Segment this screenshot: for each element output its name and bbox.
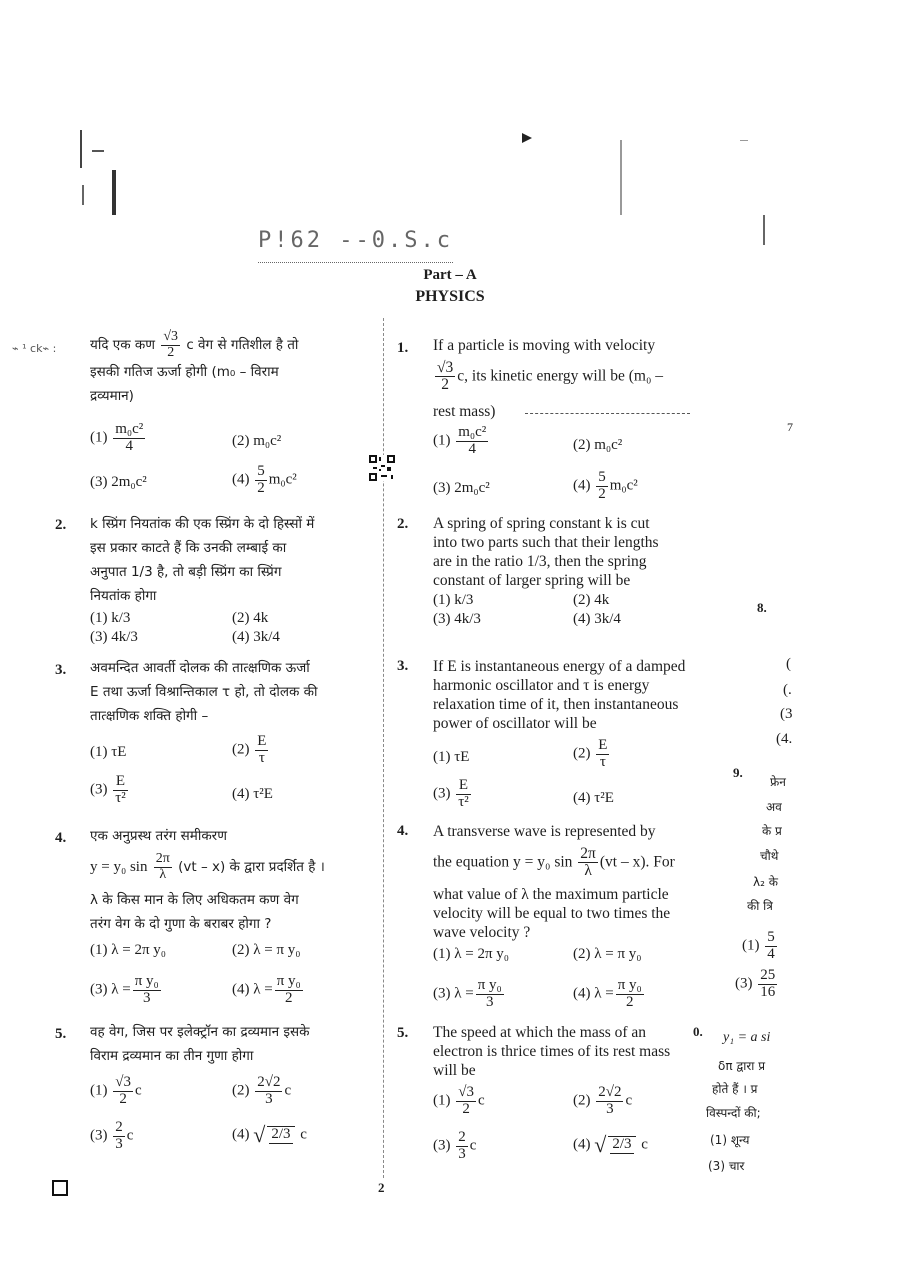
- hi-q2-option-1[interactable]: (1) k/3: [90, 610, 131, 626]
- hi-q5-text: वह वेग, जिस पर इलेक्ट्रॉन का द्रव्यमान इसके विराम द्रव्यमान का तीन गुणा होगा: [90, 1024, 310, 1064]
- en-q4-option-4[interactable]: (4) λ = $\frac{\text{π y₀}}{2}$: [573, 977, 642, 1010]
- bleed-hindi-5: λ₂ के: [753, 875, 778, 889]
- stamp-underline: [258, 262, 453, 263]
- hi-q3-option-2[interactable]: (2) $\frac{E}{\tau}$: [232, 733, 267, 766]
- bleed-option-1: (1) $\frac{5}{4}$: [742, 929, 775, 962]
- hi-q3-option-4[interactable]: (4) τ²E: [232, 786, 273, 802]
- bleed-number-8: 8.: [757, 600, 767, 615]
- en-q1-option-3[interactable]: (3) 2m₀c²: [433, 480, 490, 496]
- en-q4-option-3[interactable]: (3) λ = $\frac{\text{π y₀}}{3}$: [433, 977, 502, 1010]
- bleed-hindi-10: (1) शून्य: [710, 1133, 750, 1147]
- en-q4-option-2[interactable]: (2) λ = π y₀: [573, 946, 642, 962]
- en-q5-option-4[interactable]: (4) √ 2/3 c: [573, 1132, 648, 1157]
- en-q4-option-1[interactable]: (1) λ = 2π y₀: [433, 946, 510, 962]
- en-q2-option-3[interactable]: (3) 4k/3: [433, 611, 481, 627]
- bleed-paren-1: (: [786, 656, 791, 672]
- hi-q4-text: λ के किस मान के लिए अधिकतम कण वेग तरंग वेग के दो गुणा के बराबर होगा ?: [90, 892, 299, 932]
- hi-q3-number: 3.: [55, 662, 67, 678]
- en-q4-text: what value of λ the maximum particle velocity will be equal to two times the wave velocity ?: [433, 886, 671, 941]
- scan-mark-line-2: [763, 215, 765, 245]
- bleed-hindi-2: अव: [766, 800, 782, 814]
- page-number: 2: [378, 1180, 385, 1195]
- bleed-hindi-1: फ्रेन: [770, 775, 786, 789]
- en-q1-line1: If a particle is moving with velocity: [433, 337, 656, 354]
- bleed-number-7: 7: [787, 420, 793, 434]
- bleed-hindi-8: होते हैं । प्र: [712, 1082, 758, 1096]
- hi-q2-option-4[interactable]: (4) 3k/4: [232, 629, 280, 645]
- en-q3-option-3[interactable]: (3) $\frac{E}{\text{τ²}}$: [433, 777, 469, 810]
- bleed-option-3: (3) $\frac{25}{16}$: [735, 967, 776, 1000]
- en-q3-number: 3.: [397, 658, 409, 674]
- hi-q1-fraction: $\frac{√3}{2}$: [163, 329, 179, 360]
- hi-q2-option-3[interactable]: (3) 4k/3: [90, 629, 138, 645]
- bleed-hindi-3: के प्र: [762, 824, 782, 838]
- hi-q2-option-2[interactable]: (2) 4k: [232, 610, 269, 626]
- bleed-hindi-6: की त्रि: [747, 899, 773, 913]
- hi-q1-text: यदि एक कण $\frac{√3}{2}$ c वेग से गतिशील है तो इसकी गतिज ऊर्जा होगी (m₀ – विराम द्रव्यमान): [90, 329, 299, 405]
- hi-q4-option-4[interactable]: (4) λ = $\frac{\text{π y₀}}{2}$: [232, 973, 301, 1006]
- scan-mark-left: [78, 130, 118, 220]
- hi-q1-option-1[interactable]: (1) $\frac{\text{m₀c²}}{4}$: [90, 421, 144, 454]
- en-q1-number: 1.: [397, 340, 409, 356]
- en-q3-option-1[interactable]: (1) τE: [433, 749, 470, 765]
- bleed-hindi-9: विस्पन्दों की;: [706, 1106, 761, 1120]
- hi-q5-option-2[interactable]: (2) $\frac{2√2}{3}$ c: [232, 1074, 292, 1107]
- en-q1-option-2[interactable]: (2) m₀c²: [573, 437, 623, 453]
- column-divider: [383, 318, 384, 1178]
- bleed-paren-3: (3: [780, 706, 793, 722]
- hi-q1-option-2[interactable]: (2) m₀c²: [232, 433, 282, 449]
- hi-q3-option-3[interactable]: (3) $\frac{E}{\text{τ²}}$: [90, 773, 126, 806]
- en-q2-option-1[interactable]: (1) k/3: [433, 592, 474, 608]
- scan-mark-arrow: [522, 133, 532, 143]
- scan-mark-line-3: [740, 140, 748, 141]
- en-q3-option-4[interactable]: (4) τ²E: [573, 790, 614, 806]
- en-q4-line1: A transverse wave is represented by: [433, 823, 656, 840]
- en-q4-equation: the equation y = y₀ sin $\frac{2\pi}{\lambda}$ (vt – x). For: [433, 845, 675, 880]
- en-q3-text: If E is instantaneous energy of a damped harmonic oscillator and τ is energy relaxation time of it, then instantaneous power of oscillator will be: [433, 658, 686, 732]
- bleed-paren-4: (4.: [776, 731, 793, 747]
- subject-heading: PHYSICS: [415, 288, 485, 305]
- scan-stamp: P!62 --0.S.c: [258, 228, 453, 253]
- hi-q3-text: अवमन्दित आवर्ती दोलक की तात्क्षणिक ऊर्जा E तथा ऊर्जा विश्रान्तिकाल τ हो, तो दोलक की तात्क्षणिक शक्ति होगी –: [90, 660, 318, 724]
- scan-mark-line: [620, 140, 622, 215]
- hi-q5-option-4[interactable]: (4) √ 2/3 c: [232, 1122, 307, 1147]
- hi-q2-number: 2.: [55, 517, 67, 533]
- en-q5-option-1[interactable]: (1) $\frac{√3}{2}$ c: [433, 1084, 485, 1117]
- en-q4-number: 4.: [397, 823, 409, 839]
- en-q1-line3: rest mass): [433, 403, 496, 420]
- en-q1-option-4[interactable]: (4) $\frac{5}{2}$ m₀c²: [573, 469, 638, 502]
- hi-q4-equation: y = y₀ sin $\frac{2\pi}{\lambda}$ (vt – x) के द्वारा प्रदर्शित है ।: [90, 851, 325, 882]
- hi-q4-option-2[interactable]: (2) λ = π y₀: [232, 942, 301, 958]
- margin-scribble: ⌁ ¹ ck⌁ ꞉: [12, 342, 57, 355]
- corner-square-icon: [52, 1180, 68, 1196]
- en-q2-text: A spring of spring constant k is cut into two parts such that their lengths are in the ratio 1/3, then the spring constant of larger spring will be: [433, 515, 659, 589]
- hi-q1-option-4[interactable]: (4) $\frac{5}{2}$ m₀c²: [232, 463, 297, 496]
- en-q2-option-4[interactable]: (4) 3k/4: [573, 611, 621, 627]
- hi-q4-option-1[interactable]: (1) λ = 2π y₀: [90, 942, 167, 958]
- hi-q4-number: 4.: [55, 830, 67, 846]
- bleed-hindi-4: चौथे: [760, 849, 779, 863]
- hi-q5-number: 5.: [55, 1026, 67, 1042]
- en-q5-option-2[interactable]: (2) $\frac{2√2}{3}$ c: [573, 1084, 633, 1117]
- bleed-number-9: 9.: [733, 765, 743, 780]
- en-q2-option-2[interactable]: (2) 4k: [573, 592, 610, 608]
- en-q1-dash-line: [525, 413, 690, 414]
- bleed-paren-2: (.: [783, 682, 792, 698]
- en-q5-text: The speed at which the mass of an electron is thrice times of its rest mass will be: [433, 1024, 671, 1079]
- en-q5-number: 5.: [397, 1025, 409, 1041]
- en-q3-option-2[interactable]: (2) $\frac{E}{\tau}$: [573, 737, 608, 770]
- hi-q4-line1: एक अनुप्रस्थ तरंग समीकरण: [90, 828, 227, 844]
- part-heading: Part – A: [423, 267, 477, 283]
- en-q1-option-1[interactable]: (1) $\frac{\text{m₀c²}}{4}$: [433, 424, 487, 457]
- hi-q1-option-3[interactable]: (3) 2m₀c²: [90, 474, 147, 490]
- hi-q2-text: k स्प्रिंग नियतांक की एक स्प्रिंग के दो हिस्सों में इस प्रकार काटते हैं कि उनकी लम्बाई का अनुपात 1/3 है, तो बड़ी स्प्रिंग का स्प्रिंग नियतांक होगा: [90, 516, 315, 604]
- bleed-hindi-7: δπ द्वारा प्र: [718, 1059, 766, 1073]
- hi-q4-option-3[interactable]: (3) λ = $\frac{\text{π y₀}}{3}$: [90, 973, 159, 1006]
- hi-q5-option-3[interactable]: (3) $\frac{2}{3}$ c: [90, 1119, 134, 1152]
- hi-q3-option-1[interactable]: (1) τE: [90, 744, 127, 760]
- bleed-hindi-11: (3) चार: [708, 1159, 745, 1173]
- en-q2-number: 2.: [397, 516, 409, 532]
- bleed-equation: y₁ = a si: [723, 1030, 771, 1045]
- en-q5-option-3[interactable]: (3) $\frac{2}{3}$ c: [433, 1129, 477, 1162]
- qr-code-icon: [369, 455, 395, 481]
- hi-q5-option-1[interactable]: (1) $\frac{√3}{2}$ c: [90, 1074, 142, 1107]
- en-q1-line2: $\frac{√3}{2}$ c, its kinetic energy will be (m₀ –: [437, 359, 663, 394]
- bleed-number-10: 0.: [693, 1024, 703, 1039]
